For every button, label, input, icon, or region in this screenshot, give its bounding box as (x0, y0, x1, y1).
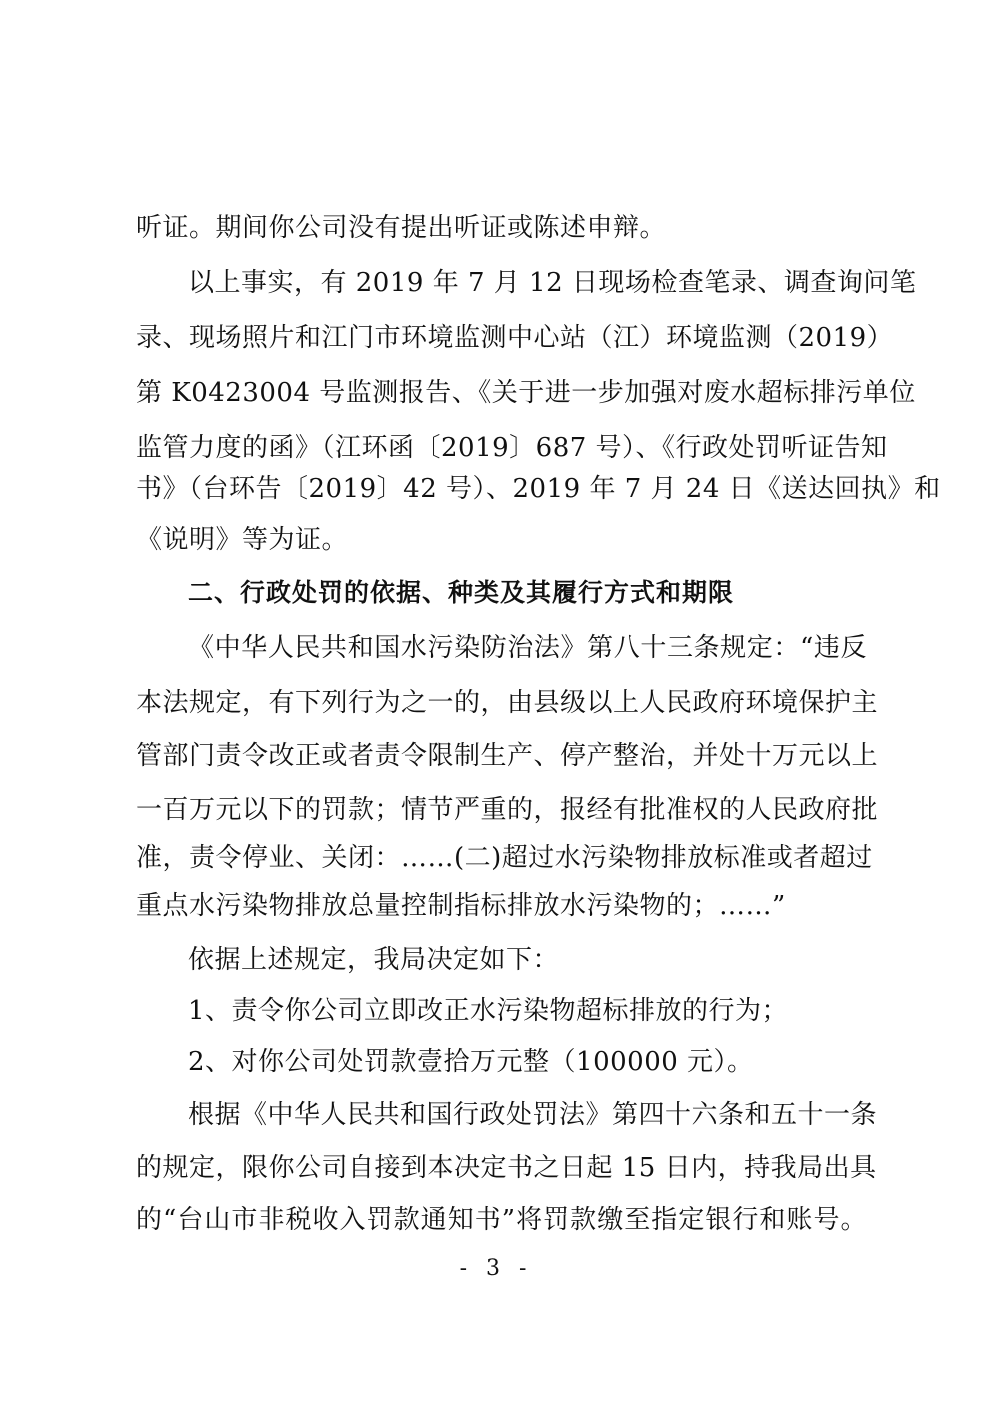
text-line: 《中华人民共和国水污染防治法》第八十三条规定：“违反 (188, 633, 867, 663)
text-line: 管部门责令改正或者责令限制生产、停产整治，并处十万元以上 (136, 741, 879, 771)
text-line: 依据上述规定，我局决定如下： (188, 945, 560, 975)
text-line: 本法规定，有下列行为之一的，由县级以上人民政府环境保护主 (136, 688, 879, 718)
text-line: 书》（台环告〔2019〕42 号）、2019 年 7 月 24 日《送达回执》和 (136, 474, 941, 504)
text-line: 《说明》等为证。 (136, 525, 349, 555)
section-heading: 二、行政处罚的依据、种类及其履行方式和期限 (188, 578, 735, 607)
list-item: 1、责令你公司立即改正水污染物超标排放的行为； (188, 996, 789, 1026)
text-line: 第 K0423004 号监测报告、《关于进一步加强对废水超标排污单位 (136, 378, 916, 408)
text-line: 重点水污染物排放总量控制指标排放水污染物的；……” (136, 891, 786, 921)
text-line: 准，责令停业、关闭：……(二)超过水污染物排放标准或者超过 (136, 843, 873, 873)
list-item: 2、对你公司处罚款壹拾万元整（100000 元）。 (188, 1047, 754, 1077)
text-line: 的规定，限你公司自接到本决定书之日起 15 日内，持我局出具 (136, 1153, 877, 1183)
text-line: 录、现场照片和江门市环境监测中心站（江）环境监测（2019） (136, 323, 894, 353)
text-line: 监管力度的函》（江环函〔2019〕687 号）、《行政处罚听证告知 (136, 433, 888, 463)
text-line: 的“台山市非税收入罚款通知书”将罚款缴至指定银行和账号。 (136, 1205, 867, 1235)
page-number: - 3 - (459, 1256, 533, 1281)
text-line: 以上事实，有 2019 年 7 月 12 日现场检查笔录、调查询问笔 (188, 268, 917, 298)
text-line: 听证。期间你公司没有提出听证或陈述申辩。 (136, 213, 667, 243)
text-line: 根据《中华人民共和国行政处罚法》第四十六条和五十一条 (188, 1100, 878, 1130)
text-line: 一百万元以下的罚款；情节严重的，报经有批准权的人民政府批 (136, 795, 879, 825)
